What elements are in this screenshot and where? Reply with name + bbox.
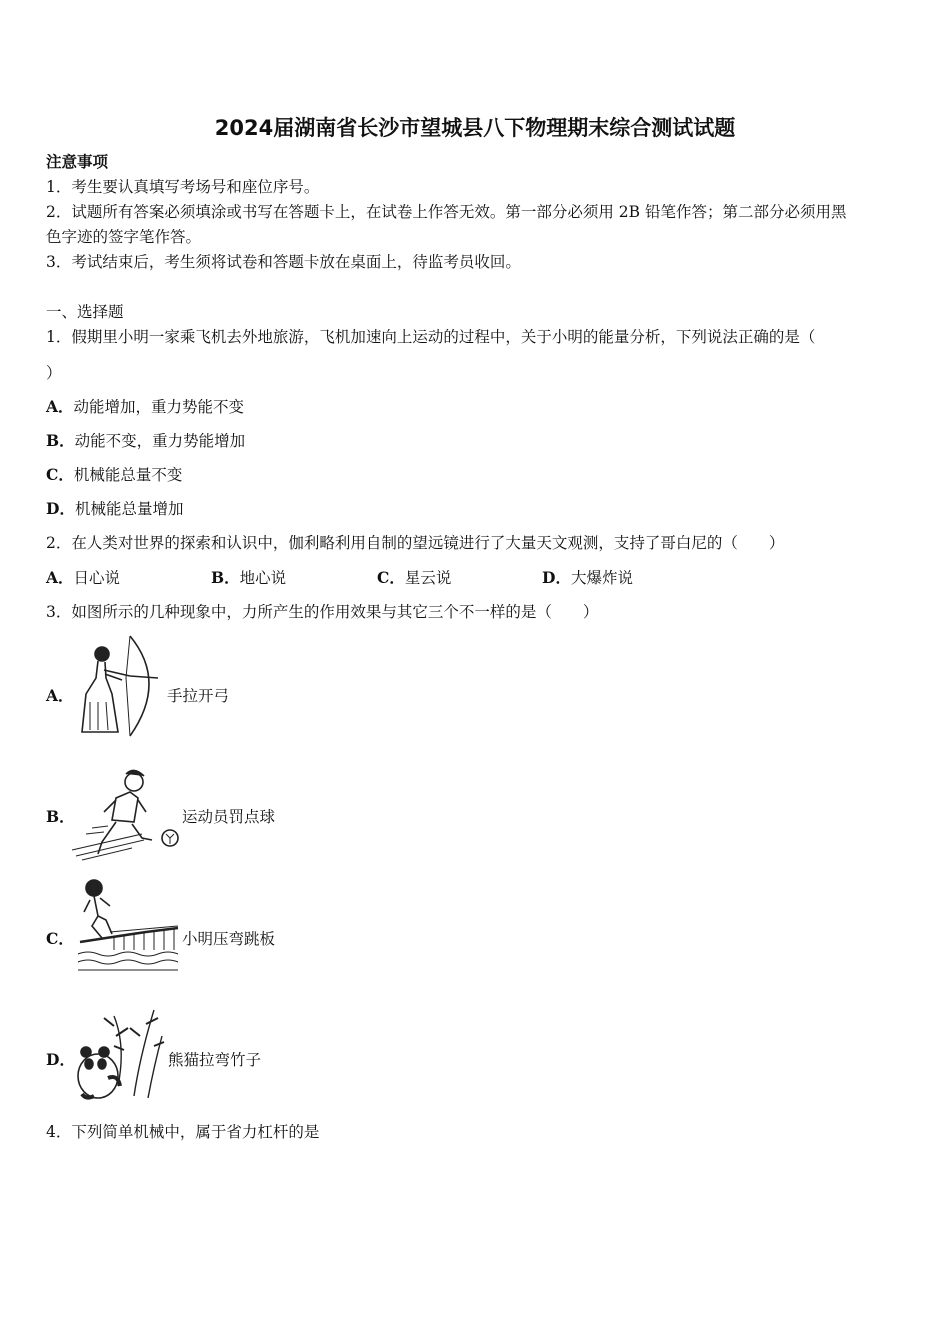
q3-option-d-caption: 熊猫拉弯竹子 [168, 1051, 262, 1069]
section-heading: 一、选择题 [46, 303, 124, 321]
diver-on-springboard-icon [76, 876, 180, 976]
option-label: D． [542, 568, 571, 587]
option-text: 机械能总量增加 [74, 500, 184, 518]
q3-stem: 3．如图所示的几种现象中，力所产生的作用效果与其它三个不一样的是（ ） [46, 603, 599, 621]
option-label: B． [46, 431, 75, 450]
notice-item: 色字迹的签字笔作答。 [46, 228, 202, 246]
q2-option-a [46, 568, 120, 588]
notice-item: 2．试题所有答案必须填涂或书写在答题卡上，在试卷上作答无效。第一部分必须用 2B 铅笔作答；第二部分必须用黑 [46, 203, 847, 221]
q2-option-d [542, 568, 633, 588]
archer-drawing-bow-icon [72, 632, 164, 740]
option-text: 星云说 [404, 569, 452, 587]
q1-option-a [46, 397, 244, 417]
option-text: 日心说 [73, 569, 121, 587]
q2-option-c [377, 568, 451, 588]
player-kicking-ball-icon [72, 768, 184, 862]
option-label: A． [46, 397, 74, 416]
notice-heading: 注意事项 [46, 152, 109, 171]
option-label: C． [377, 568, 405, 587]
notice-item: 1．考生要认真填写考场号和座位序号。 [46, 178, 320, 196]
option-label: A． [46, 568, 74, 587]
q3-option-a-caption: 手拉开弓 [167, 687, 230, 705]
option-label: B． [46, 807, 75, 826]
option-text: 大爆炸说 [570, 569, 633, 587]
option-label: D． [46, 1050, 75, 1069]
q1-option-b [46, 431, 245, 451]
option-label: B． [211, 568, 240, 587]
q2-option-b [211, 568, 286, 588]
option-label: C． [46, 929, 74, 948]
option-label: D． [46, 499, 75, 518]
option-text: 动能不变，重力势能增加 [74, 432, 246, 450]
option-text: 机械能总量不变 [73, 466, 183, 484]
page-title: 2024届湖南省长沙市望城县八下物理期末综合测试试题 [214, 116, 736, 140]
q1-stem: 1．假期里小明一家乘飞机去外地旅游，飞机加速向上运动的过程中，关于小明的能量分析，下列说法正确的是（ [46, 328, 816, 346]
q2-stem: 2．在人类对世界的探索和认识中，伽利略利用自制的望远镜进行了大量天文观测，支持了哥白尼的（ ） [46, 534, 785, 552]
option-text: 地心说 [239, 569, 287, 587]
q1-option-c [46, 465, 182, 485]
option-text: 动能增加，重力势能不变 [73, 398, 245, 416]
q1-stem-end: ） [46, 364, 62, 382]
notice-item: 3．考试结束后，考生须将试卷和答题卡放在桌面上，待监考员收回。 [46, 253, 521, 271]
option-label: A． [46, 686, 74, 705]
q3-option-b-caption: 运动员罚点球 [182, 808, 276, 826]
panda-bending-bamboo-icon [74, 1006, 168, 1102]
q1-option-d [46, 499, 183, 519]
q3-option-c-caption: 小明压弯跳板 [182, 930, 276, 948]
q4-stem: 4．下列简单机械中，属于省力杠杆的是 [46, 1123, 320, 1141]
option-label: C． [46, 465, 74, 484]
